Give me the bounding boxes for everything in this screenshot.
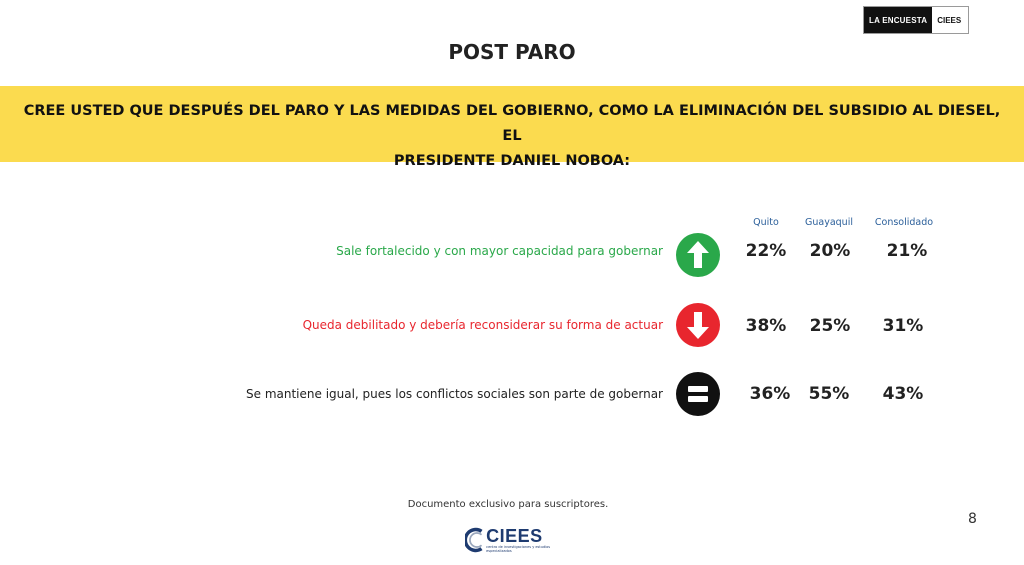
- question-line-1: CREE USTED QUE DESPUÉS DEL PARO Y LAS MEDIDAS DEL GOBIERNO, COMO LA ELIMINACIÓN DEL SUBSIDIO AL DIESEL, EL: [23, 103, 1001, 144]
- value-guayaquil-row2: 25%: [809, 316, 851, 336]
- value-consolidado-row3: 43%: [882, 384, 924, 404]
- brand-right-label: CIEES: [932, 7, 966, 33]
- equals-icon: [676, 372, 720, 416]
- column-header-quito: Quito: [753, 217, 779, 228]
- row-label-fortalecido: Sale fortalecido y con mayor capacidad para gobernar: [336, 244, 663, 258]
- value-quito-row1: 22%: [745, 241, 787, 261]
- column-header-consolidado: Consolidado: [874, 217, 934, 228]
- ciees-logo-icon: [465, 525, 484, 555]
- value-guayaquil-row1: 20%: [809, 241, 851, 261]
- value-quito-row2: 38%: [745, 316, 787, 336]
- arrow-up-icon: [676, 233, 720, 277]
- question-line-2: PRESIDENTE DANIEL NOBOA:: [393, 153, 631, 169]
- logo-subtitle: centro de investigaciones y estudios especializados: [486, 545, 551, 553]
- brand-left-label: LA ENCUESTA: [864, 7, 932, 33]
- footer-note: Documento exclusivo para suscriptores.: [407, 499, 609, 510]
- value-consolidado-row1: 21%: [886, 241, 928, 261]
- value-consolidado-row2: 31%: [882, 316, 924, 336]
- question-band: [0, 86, 1024, 169]
- value-guayaquil-row3: 55%: [808, 384, 850, 404]
- column-header-guayaquil: Guayaquil: [805, 217, 853, 228]
- page-number: 8: [968, 511, 977, 527]
- value-quito-row3: 36%: [749, 384, 791, 404]
- brand-box: [863, 6, 969, 34]
- arrow-down-icon: [676, 303, 720, 347]
- page-title: POST PARO: [448, 40, 576, 64]
- logo-text: CIEES: [486, 526, 543, 546]
- ciees-logo: [465, 523, 565, 557]
- row-label-igual: Se mantiene igual, pues los conflictos sociales son parte de gobernar: [246, 387, 663, 401]
- row-label-debilitado: Queda debilitado y debería reconsiderar su forma de actuar: [302, 318, 663, 332]
